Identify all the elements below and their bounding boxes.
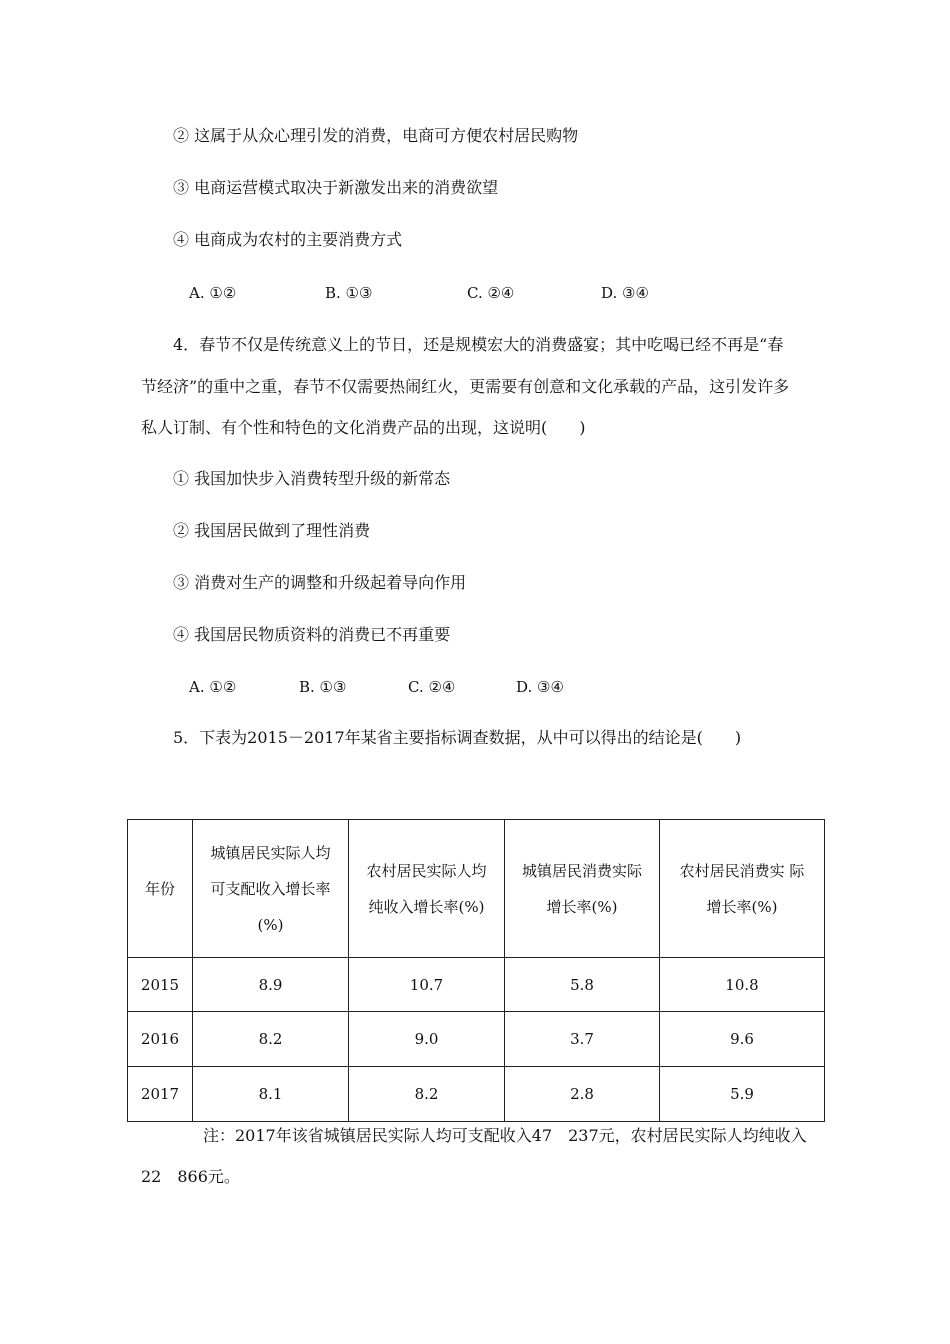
- q4-statement-4: ④ 我国居民物质资料的消费已不再重要: [173, 625, 451, 644]
- q3-option-b: B. ①③: [325, 284, 373, 302]
- table-header-row: [128, 820, 825, 958]
- q3-option-c: C. ②④: [467, 284, 515, 302]
- q5-stem: 5．下表为2015－2017年某省主要指标调查数据，从中可以得出的结论是( ): [173, 728, 742, 747]
- q4-option-b: B. ①③: [299, 678, 347, 696]
- q4-statement-2: ② 我国居民做到了理性消费: [173, 521, 371, 540]
- q4-option-c: C. ②④: [408, 678, 456, 696]
- q4-statement-3: ③ 消费对生产的调整和升级起着导向作用: [173, 573, 467, 592]
- table-row: 2015 8.9 10.7 5.8 10.8: [128, 958, 825, 1012]
- header-urban-consumption: 城镇居民消费实际 增长率(%): [505, 820, 660, 958]
- q3-statement-4: ④ 电商成为农村的主要消费方式: [173, 230, 403, 249]
- q3-option-d: D. ③④: [601, 284, 649, 302]
- header-rural-consumption: 农村居民消费实 际 增长率(%): [660, 820, 825, 958]
- q3-statement-3: ③ 电商运营模式取决于新激发出来的消费欲望: [173, 178, 499, 197]
- q4-option-d: D. ③④: [516, 678, 564, 696]
- header-year: 年份: [128, 820, 193, 958]
- table-row: 2017 8.1 8.2 2.8 5.9: [128, 1067, 825, 1122]
- table-note-line-1: 注：2017年该省城镇居民实际人均可支配收入47 237元，农村居民实际人均纯收入: [203, 1126, 807, 1145]
- table-note-line-2: 22 866元。: [141, 1167, 240, 1186]
- q3-statement-2: ② 这属于从众心理引发的消费，电商可方便农村居民购物: [173, 126, 579, 145]
- q4-stem-line-1: 4．春节不仅是传统意义上的节日，还是规模宏大的消费盛宴；其中吃喝已经不再是“春: [173, 335, 784, 354]
- q4-statement-1: ① 我国加快步入消费转型升级的新常态: [173, 469, 451, 488]
- indicator-table: [127, 819, 825, 1122]
- q4-stem-line-2: 节经济”的重中之重，春节不仅需要热闹红火，更需要有创意和文化承载的产品，这引发许多: [141, 377, 790, 396]
- table-row: 2016 8.2 9.0 3.7 9.6: [128, 1012, 825, 1067]
- q4-stem-line-3: 私人订制、有个性和特色的文化消费产品的出现，这说明( ): [141, 418, 586, 437]
- q3-option-a: A. ①②: [189, 284, 237, 302]
- header-rural-income: 农村居民实际人均 纯收入增长率(%): [349, 820, 505, 958]
- header-urban-income: 城镇居民实际人均 可支配收入增长率 (%): [193, 820, 349, 958]
- q4-option-a: A. ①②: [189, 678, 237, 696]
